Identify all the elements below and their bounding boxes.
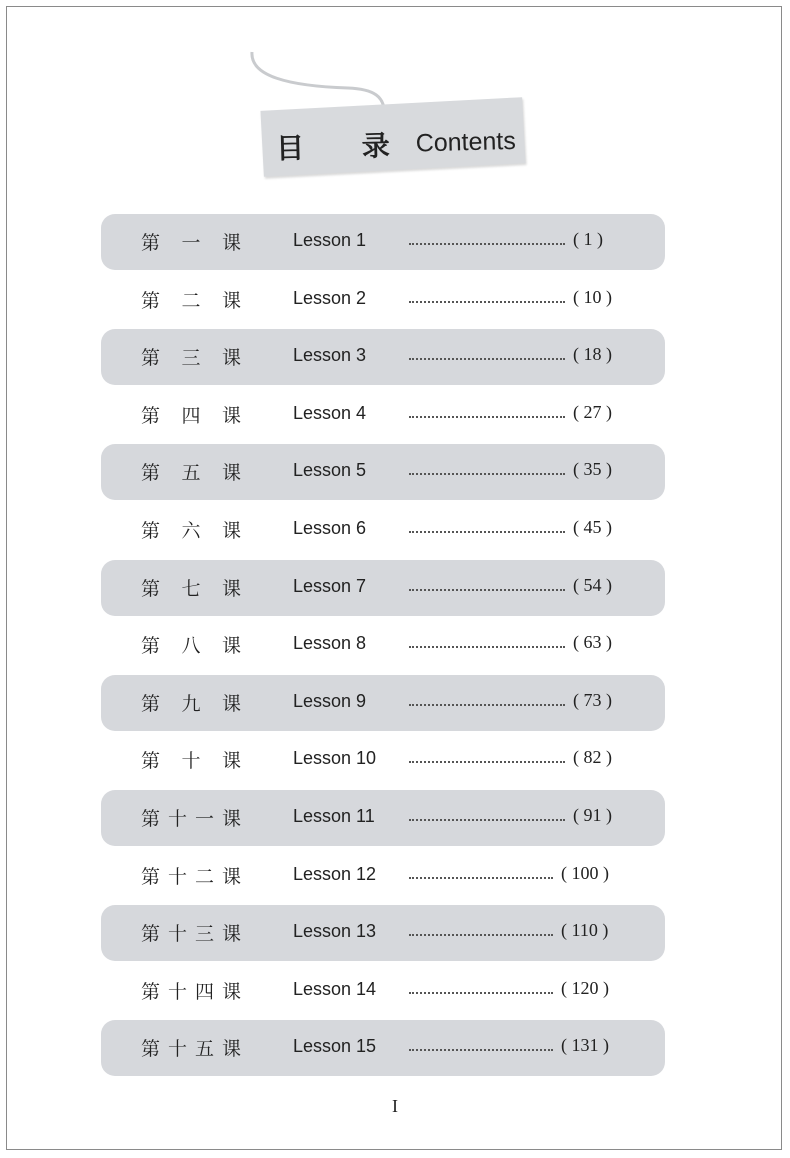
page-reference: ( 131 ) [561,1035,609,1055]
lesson-english-label: Lesson 3 [293,345,367,365]
lesson-chinese-char: 第 [141,693,161,715]
dot-leader [409,301,565,303]
lesson-chinese-char: 二 [181,290,201,312]
lesson-chinese-char: 五 [194,1038,214,1060]
lesson-chinese-char: 第 [141,866,161,888]
lesson-chinese-char: 课 [221,347,241,369]
lesson-chinese-char: 第 [141,347,161,369]
lesson-chinese-label [141,343,241,370]
lesson-english-label: Lesson 8 [293,633,367,653]
page-reference: ( 45 ) [573,517,612,537]
lesson-chinese-char: 二 [194,866,214,888]
lesson-chinese-char: 第 [141,232,161,254]
lesson-chinese-label [141,574,241,601]
toc-entry[interactable] [101,905,665,961]
lesson-chinese-char: 第 [141,290,161,312]
lesson-chinese-char: 十 [167,1038,187,1060]
dot-leader [409,531,565,533]
lesson-english-label: Lesson 14 [293,979,377,999]
toc-entry[interactable] [101,502,665,558]
lesson-chinese-char: 一 [194,808,214,830]
lesson-chinese-char: 第 [141,405,161,427]
lesson-chinese-char: 四 [194,981,214,1003]
lesson-english-label: Lesson 5 [293,460,367,480]
dot-leader [409,589,565,591]
lesson-chinese-char: 十 [167,981,187,1003]
page-reference: ( 1 ) [573,229,603,249]
page-number: I [392,1096,398,1116]
lesson-english-label: Lesson 13 [293,921,377,941]
page-reference: ( 27 ) [573,402,612,422]
lesson-chinese-char: 课 [221,578,241,600]
dot-leader [409,358,565,360]
page-reference: ( 18 ) [573,344,612,364]
toc-entry[interactable] [101,848,665,904]
page-reference: ( 91 ) [573,805,612,825]
lesson-chinese-char: 第 [141,981,161,1003]
lesson-chinese-char: 三 [194,923,214,945]
lesson-english-label: Lesson 4 [293,403,367,423]
dot-leader [409,1049,553,1051]
lesson-chinese-char: 四 [181,405,201,427]
toc-entry[interactable] [101,1020,665,1076]
lesson-english-label: Lesson 7 [293,576,367,596]
lesson-chinese-char: 第 [141,462,161,484]
lesson-chinese-char: 课 [221,520,241,542]
page-reference: ( 63 ) [573,632,612,652]
toc-entry[interactable] [101,675,665,731]
lesson-chinese-char: 课 [221,981,241,1003]
lesson-chinese-char: 十 [167,866,187,888]
lesson-chinese-char: 六 [181,520,201,542]
dot-leader [409,819,565,821]
lesson-chinese-char: 一 [181,232,201,254]
lesson-chinese-char: 第 [141,635,161,657]
page-reference: ( 110 ) [561,920,609,940]
lesson-chinese-char: 十 [167,923,187,945]
page-reference: ( 82 ) [573,747,612,767]
toc-entry[interactable] [101,214,665,270]
page-reference: ( 73 ) [573,690,612,710]
page-reference: ( 120 ) [561,978,609,998]
lesson-chinese-char: 第 [141,520,161,542]
lesson-chinese-label [141,458,241,485]
lesson-chinese-char: 八 [181,635,201,657]
dot-leader [409,934,553,936]
page-reference: ( 10 ) [573,287,612,307]
lesson-chinese-label [141,286,241,313]
lesson-english-label: Lesson 10 [293,748,377,768]
dot-leader [409,761,565,763]
toc-entry[interactable] [101,732,665,788]
lesson-chinese-char: 五 [181,462,201,484]
lesson-chinese-char: 课 [221,290,241,312]
toc-entry[interactable] [101,617,665,673]
page-reference: ( 54 ) [573,575,612,595]
lesson-chinese-label [141,919,241,946]
lesson-chinese-label [141,746,241,773]
lesson-chinese-label [141,401,241,428]
lesson-english-label: Lesson 1 [293,230,367,250]
lesson-chinese-char: 课 [221,635,241,657]
lesson-chinese-label [141,862,241,889]
lesson-chinese-char: 课 [221,232,241,254]
lesson-english-label: Lesson 11 [293,806,375,826]
lesson-english-label: Lesson 12 [293,864,377,884]
lesson-chinese-char: 课 [221,750,241,772]
page-reference: ( 35 ) [573,459,612,479]
lesson-english-label: Lesson 6 [293,518,367,538]
dot-leader [409,243,565,245]
toc-entry[interactable] [101,560,665,616]
lesson-chinese-char: 十 [181,750,201,772]
toc-entry[interactable] [101,272,665,328]
lesson-english-label: Lesson 2 [293,288,367,308]
lesson-chinese-label [141,1034,241,1061]
lesson-chinese-char: 三 [181,347,201,369]
lesson-chinese-label [141,228,241,255]
lesson-chinese-label [141,516,241,543]
lesson-chinese-char: 课 [221,866,241,888]
lesson-chinese-label [141,977,241,1004]
lesson-english-label: Lesson 9 [293,691,367,711]
dot-leader [409,877,553,879]
lesson-chinese-char: 课 [221,1038,241,1060]
toc-entry[interactable] [101,963,665,1019]
title-english: Contents [415,126,517,157]
lesson-chinese-label [141,631,241,658]
lesson-chinese-char: 课 [221,923,241,945]
lesson-chinese-char: 第 [141,578,161,600]
title-chinese: 目 录 [275,128,415,166]
lesson-chinese-label [141,689,241,716]
dot-leader [409,416,565,418]
lesson-chinese-label [141,804,241,831]
lesson-chinese-char: 课 [221,405,241,427]
lesson-chinese-char: 第 [141,750,161,772]
lesson-chinese-char: 第 [141,808,161,830]
lesson-chinese-char: 课 [221,808,241,830]
lesson-chinese-char: 七 [181,578,201,600]
lesson-chinese-char: 九 [181,693,201,715]
page-reference: ( 100 ) [561,863,609,883]
toc-entry[interactable] [101,790,665,846]
dot-leader [409,646,565,648]
toc-entry[interactable] [101,329,665,385]
lesson-chinese-char: 第 [141,923,161,945]
dot-leader [409,992,553,994]
dot-leader [409,473,565,475]
toc-entry[interactable] [101,387,665,443]
toc-entry[interactable] [101,444,665,500]
lesson-english-label: Lesson 15 [293,1036,377,1056]
lesson-chinese-char: 课 [221,462,241,484]
dot-leader [409,704,565,706]
lesson-chinese-char: 课 [221,693,241,715]
lesson-chinese-char: 十 [167,808,187,830]
lesson-chinese-char: 第 [141,1038,161,1060]
